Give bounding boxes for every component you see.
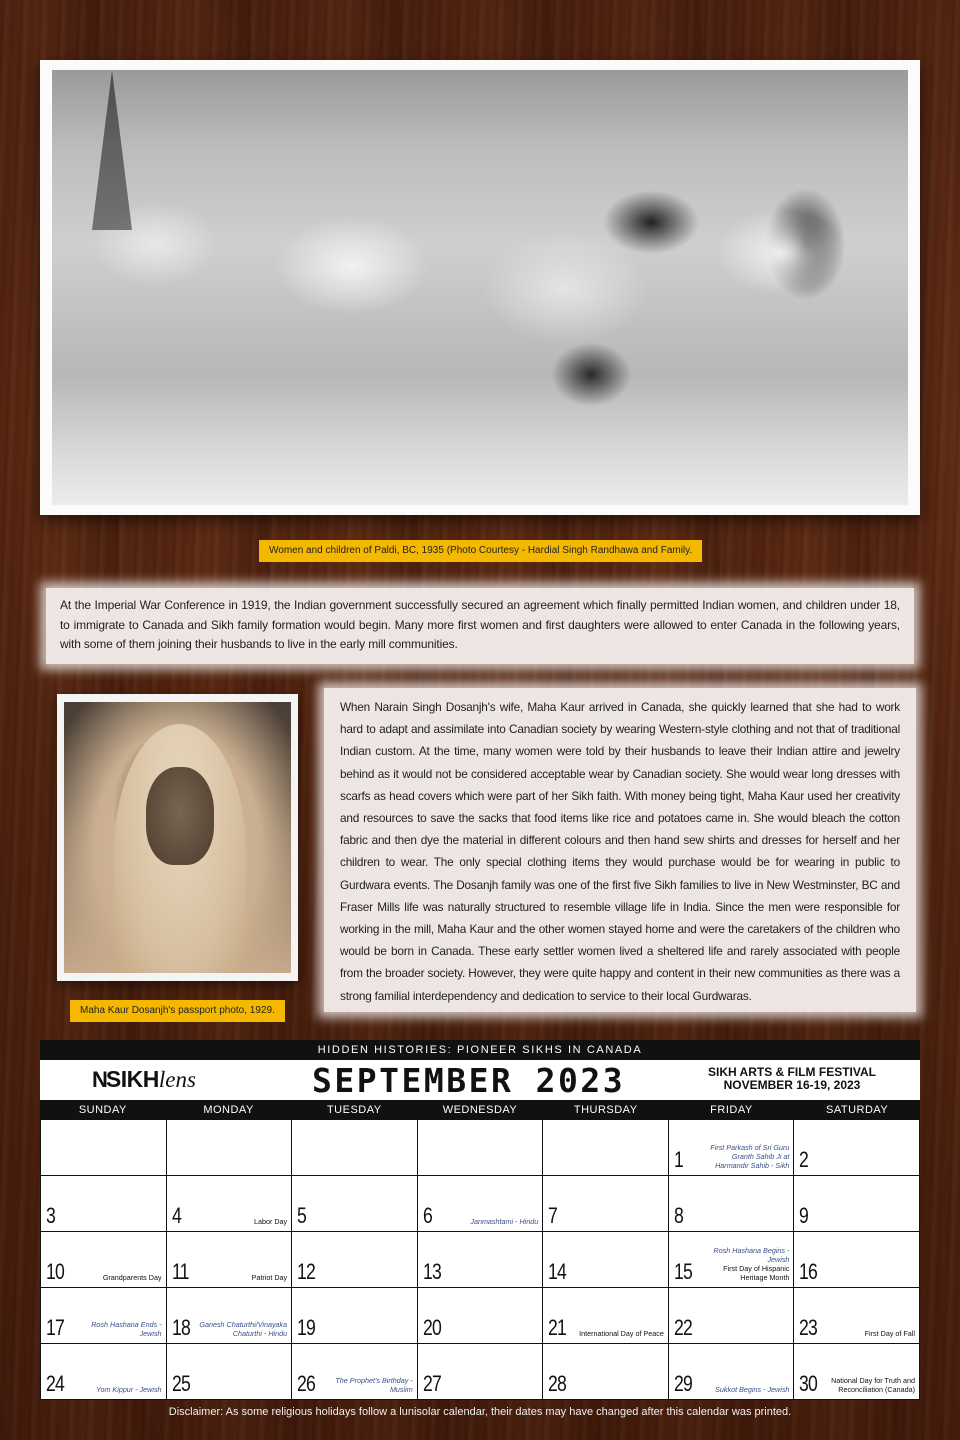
photo-tree (92, 70, 132, 230)
historical-group-photo-frame (40, 60, 920, 515)
disclaimer: Disclaimer: As some religious holidays follow a lunisolar calendar, their dates may have changed after this calendar was printed. (168, 1406, 792, 1418)
festival-dates: NOVEMBER 16-19, 2023 (723, 1078, 861, 1092)
day-cell-3 (41, 1176, 167, 1232)
day-cell-27 (418, 1344, 544, 1400)
story-text-panel (324, 688, 916, 1012)
day-cell-14 (543, 1232, 669, 1288)
event-label: Sukkot Begins - Jewish (715, 1385, 790, 1394)
day-cell-30 (794, 1344, 920, 1400)
day-number: 14 (548, 1259, 567, 1284)
day-cell-10 (41, 1232, 167, 1288)
day-events (697, 1246, 789, 1282)
weekday-thursday: THURSDAY (573, 1104, 638, 1116)
day-number: 24 (46, 1371, 64, 1396)
day-events (103, 1273, 162, 1282)
empty-day-cell (292, 1120, 418, 1176)
sikhlens-logo-icon: N (92, 1066, 105, 1092)
event-label: First Day of Fall (864, 1329, 915, 1338)
festival-announcement (708, 1066, 876, 1092)
day-number: 9 (799, 1203, 809, 1228)
day-number: 22 (673, 1315, 692, 1340)
day-number: 17 (46, 1315, 64, 1340)
festival-name: SIKH ARTS & FILM FESTIVAL (708, 1065, 876, 1079)
day-number: 6 (422, 1203, 432, 1228)
day-number: 12 (297, 1259, 316, 1284)
calendar-grid (40, 1120, 920, 1400)
day-events (96, 1385, 162, 1394)
photo-caption: Women and children of Paldi, BC, 1935 (Photo Courtesy - Hardial Singh Randhawa and Family. (259, 540, 702, 562)
day-number: 18 (171, 1315, 190, 1340)
day-number: 4 (171, 1203, 181, 1228)
event-label: International Day of Peace (579, 1329, 664, 1338)
event-label: Rosh Hashana Ends - Jewish (91, 1320, 162, 1338)
event-label: Janmashtami - Hindu (470, 1217, 539, 1226)
event-label: First Parkash of Sri Guru Granth Sahib Ji at Harmandir Sahib - Sikh (710, 1143, 790, 1170)
day-cell-12 (292, 1232, 418, 1288)
day-number: 23 (799, 1315, 818, 1340)
day-events (579, 1329, 664, 1338)
day-events (195, 1320, 287, 1338)
day-cell-15 (669, 1232, 795, 1288)
day-number: 3 (46, 1203, 55, 1228)
month-title: SEPTEMBER 2023 (312, 1061, 626, 1100)
day-number: 27 (422, 1371, 441, 1396)
empty-day-cell (418, 1120, 544, 1176)
day-cell-26 (292, 1344, 418, 1400)
sikhlens-logo (92, 1066, 196, 1093)
portrait-frame (57, 694, 298, 981)
day-cell-25 (167, 1344, 293, 1400)
day-number: 28 (548, 1371, 567, 1396)
day-number: 30 (799, 1371, 818, 1396)
event-label: The Prophet's Birthday - Muslim (335, 1376, 413, 1394)
day-number: 8 (673, 1203, 683, 1228)
day-cell-6 (418, 1176, 544, 1232)
day-events (865, 1329, 915, 1338)
portrait-face (146, 767, 214, 865)
day-cell-23 (794, 1288, 920, 1344)
logo-sikh-text: SIKH (105, 1066, 159, 1092)
day-cell-22 (669, 1288, 795, 1344)
day-number: 16 (799, 1259, 818, 1284)
day-cell-1 (669, 1120, 795, 1176)
day-events (254, 1217, 287, 1226)
event-label: Ganesh Chaturthi/Vinayaka Chaturthi - Hindu (199, 1320, 288, 1338)
day-cell-5 (292, 1176, 418, 1232)
calendar-header (40, 1060, 920, 1100)
day-number: 19 (297, 1315, 316, 1340)
day-cell-8 (669, 1176, 795, 1232)
story-text: When Narain Singh Dosanjh's wife, Maha Kaur arrived in Canada, she quickly learned that she had to work hard to adapt and assimilate into Canadian society by wearing Western-style clothing and not that of traditional Indian custom. At the time, many women were told by their husbands to leave their Indian attire and jewelry behind as it would not be considered acceptable wear by Canadian society. She would wear long dresses with scarfs as head covers which were part of her Sikh faith. With money being tight, Maha Kaur used her creativity and resources to save the sacks that food items like rice and potatoes came in. She would bleach the cotton fabric and then dye the material in different colours and then hand sew shirts and dresses for herself and her children to wear. The only special clothing items they would purchase would be for wearing in public to Gurdwara events. The Dosanjh family was one of the first five Sikh families to live in New Westminster, BC and Fraser Mills life was naturally structured to resemble village life in India. Since the men were responsible for working in the mill, Maha Kaur and the other women stayed home and were the caretakers of the children who would be born in Canada. These early settler women lived a sheltered life and rarely associated with people from the broader society. However, they were quite happy and content in their new communities as there was a strong familial interdependency and dedication to service to their local Gurdwaras. (340, 700, 900, 1003)
day-number: 21 (548, 1315, 567, 1340)
event-label: First Day of Hispanic Heritage Month (723, 1264, 790, 1282)
day-cell-11 (167, 1232, 293, 1288)
weekday-friday: FRIDAY (710, 1104, 753, 1116)
day-cell-21 (543, 1288, 669, 1344)
day-number: 2 (799, 1147, 809, 1172)
calendar (40, 1040, 920, 1400)
day-cell-7 (543, 1176, 669, 1232)
event-label: Yom Kippur - Jewish (96, 1385, 162, 1394)
event-label: Patriot Day (251, 1273, 288, 1282)
day-cell-4 (167, 1176, 293, 1232)
empty-day-cell (167, 1120, 293, 1176)
day-events (470, 1217, 538, 1226)
weekday-header-row (40, 1100, 920, 1120)
day-events (70, 1320, 162, 1338)
day-number: 15 (673, 1259, 692, 1284)
weekday-wednesday: WEDNESDAY (442, 1104, 518, 1116)
day-number: 26 (297, 1371, 316, 1396)
weekday-monday: MONDAY (203, 1104, 254, 1116)
day-number: 10 (46, 1259, 64, 1284)
day-cell-20 (418, 1288, 544, 1344)
day-cell-13 (418, 1232, 544, 1288)
day-events (252, 1273, 288, 1282)
weekday-tuesday: TUESDAY (326, 1104, 382, 1116)
event-label: National Day for Truth and Reconciliation (Canada) (831, 1376, 915, 1394)
intro-text: At the Imperial War Conference in 1919, the Indian government successfully secured an agreement which finally permitted Indian women, and children under 18, to immigrate to Canada and Sikh family formation would begin. Many more first women and first daughters were allowed to enter Canada in the following years, with some of them joining their husbands to live in the early mill communities. (60, 598, 900, 651)
day-number: 20 (422, 1315, 441, 1340)
day-cell-9 (794, 1176, 920, 1232)
empty-day-cell (543, 1120, 669, 1176)
day-cell-16 (794, 1232, 920, 1288)
day-number: 29 (673, 1371, 692, 1396)
day-number: 1 (673, 1147, 683, 1172)
day-events (697, 1143, 789, 1170)
day-number: 13 (422, 1259, 441, 1284)
weekday-saturday: SATURDAY (826, 1104, 889, 1116)
day-cell-17 (41, 1288, 167, 1344)
day-number: 7 (548, 1203, 558, 1228)
day-cell-24 (41, 1344, 167, 1400)
day-cell-29 (669, 1344, 795, 1400)
calendar-banner: HIDDEN HISTORIES: PIONEER SIKHS IN CANADA (40, 1040, 920, 1060)
day-cell-28 (543, 1344, 669, 1400)
event-label: Labor Day (253, 1217, 288, 1226)
weekday-sunday: SUNDAY (78, 1104, 127, 1116)
day-events (715, 1385, 789, 1394)
portrait-photo (64, 702, 291, 973)
day-number: 5 (297, 1203, 307, 1228)
empty-day-cell (41, 1120, 167, 1176)
portrait-caption: Maha Kaur Dosanjh's passport photo, 1929. (70, 1000, 285, 1022)
day-events (321, 1376, 413, 1394)
event-label: Grandparents Day (102, 1273, 162, 1282)
day-cell-2 (794, 1120, 920, 1176)
intro-text-panel (46, 588, 914, 664)
historical-group-photo (52, 70, 908, 505)
day-number: 11 (171, 1259, 189, 1284)
day-number: 25 (171, 1371, 190, 1396)
day-cell-18 (167, 1288, 293, 1344)
logo-lens-text: lens (158, 1066, 196, 1092)
day-cell-19 (292, 1288, 418, 1344)
event-label: Rosh Hashana Begins - Jewish (713, 1246, 790, 1264)
day-events (823, 1376, 915, 1394)
